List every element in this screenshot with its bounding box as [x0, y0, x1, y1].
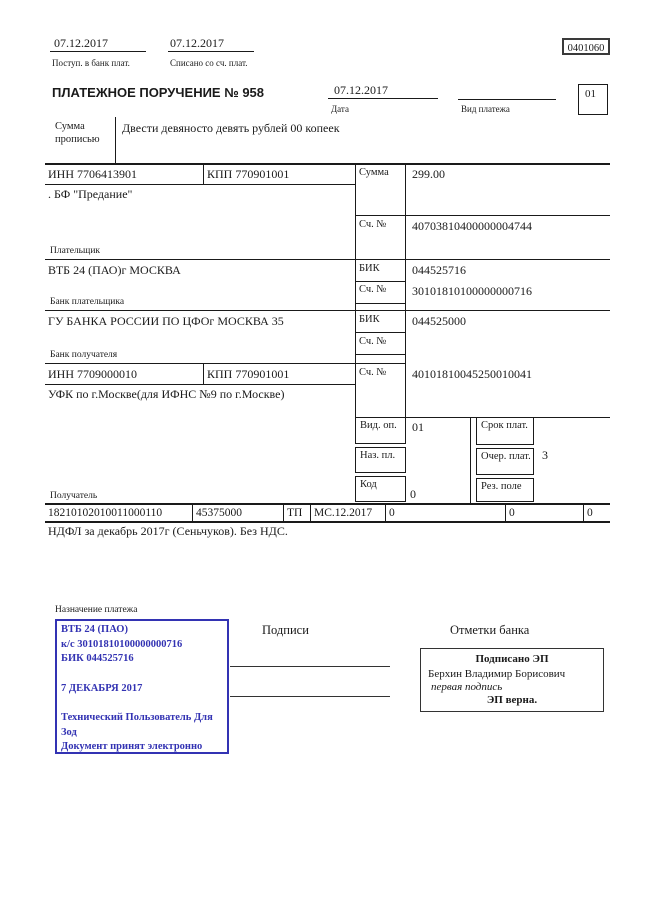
payer-inn: ИНН 7706413901 [48, 167, 137, 181]
table-border [45, 384, 355, 385]
payer-name: . БФ "Предание" [48, 187, 133, 201]
signature-line [230, 666, 390, 667]
table-border [203, 363, 204, 384]
table-border [355, 281, 405, 282]
payer-bank-section-label: Банк плательщика [50, 297, 125, 307]
payee-name: УФК по г.Москве(для ИФНС №9 по г.Москве) [48, 387, 285, 401]
table-border [283, 505, 284, 521]
amount-words-label: Сумма прописью [55, 121, 100, 145]
table-border [505, 505, 506, 521]
table-border [45, 363, 355, 364]
table-border [45, 163, 610, 165]
payer-bank-account-value: 30101810100000000716 [412, 284, 532, 298]
table-border [385, 505, 386, 521]
payment-purpose-code-label: Наз. пл. [355, 447, 406, 473]
payee-inn: ИНН 7709000010 [48, 367, 137, 381]
code-label: Код [355, 476, 406, 502]
payment-kind-label: Вид платежа [461, 104, 510, 114]
payer-bank-bik-value: 044525716 [412, 263, 466, 277]
payer-bank-bik-label: БИК [359, 263, 380, 274]
table-border [355, 354, 405, 355]
table-border [355, 332, 405, 333]
stamp-date: 7 ДЕКАБРЯ 2017 [61, 682, 143, 694]
payment-priority-value: 3 [542, 448, 548, 462]
payee-bank-section-label: Банк получателя [50, 350, 118, 360]
payment-priority-label: Очер. плат. [476, 448, 534, 475]
document-date: 07.12.2017 [328, 83, 438, 99]
table-border [583, 505, 584, 521]
table-border [45, 310, 610, 311]
table-border [203, 163, 204, 184]
table-border [192, 505, 193, 521]
operation-type-label: Вид. оп. [355, 417, 406, 444]
tax-field-doc-date: 0 [509, 507, 515, 519]
payee-account-label: Сч. № [359, 367, 387, 378]
tax-field-period: МС.12.2017 [314, 507, 373, 519]
table-border [45, 503, 610, 505]
table-border [45, 259, 610, 260]
date-label: Дата [331, 104, 349, 114]
stamp-accepted-note: Документ принят электронно [61, 741, 203, 752]
signature-line [230, 696, 390, 697]
payee-section-label: Получатель [50, 491, 98, 501]
bank-electronic-stamp [55, 619, 229, 754]
payer-section-label: Плательщик [50, 246, 101, 256]
table-border [310, 505, 311, 521]
stamp-corr-account: к/с 30101810100000000716 [61, 638, 183, 650]
received-date: 07.12.2017 [50, 36, 146, 52]
received-date-label: Поступ. в банк плат. [52, 58, 130, 68]
amount-value: 299.00 [412, 167, 445, 181]
status-code-box: 01 [578, 84, 608, 115]
tax-field-kbk: 18210102010011000110 [48, 507, 163, 519]
table-border [355, 363, 405, 364]
debited-date-label: Списано со сч. плат. [170, 58, 248, 68]
payee-bank-bik-label: БИК [359, 314, 380, 325]
payer-bank-name: ВТБ 24 (ПАО)г МОСКВА [48, 263, 181, 277]
payment-kind-field [458, 83, 556, 100]
tax-field-oktmo: 45375000 [196, 507, 242, 519]
table-border [355, 215, 610, 216]
payee-bank-bik-value: 044525000 [412, 314, 466, 328]
document-title: ПЛАТЕЖНОЕ ПОРУЧЕНИЕ № 958 [52, 85, 265, 100]
bank-marks-stamp [420, 648, 604, 712]
payer-account-value: 40703810400000004744 [412, 219, 532, 233]
amount-label: Сумма [359, 167, 389, 178]
stamp-bank-name: ВТБ 24 (ПАО) [61, 624, 128, 635]
payment-purpose-text: НДФЛ за декабрь 2017г (Сеньчуков). Без НДС. [48, 524, 288, 538]
payer-account-label: Сч. № [359, 219, 387, 230]
code-value: 0 [410, 487, 416, 501]
payee-bank-name: ГУ БАНКА РОССИИ ПО ЦФОг МОСКВА 35 [48, 314, 284, 328]
payer-bank-account-label: Сч. № [359, 284, 387, 295]
payee-account-value: 40101810045250010041 [412, 367, 532, 381]
payee-kpp: КПП 770901001 [207, 367, 290, 381]
tax-field-type: 0 [587, 507, 593, 519]
reserve-field-label: Рез. поле [476, 478, 534, 502]
debited-date: 07.12.2017 [168, 36, 254, 52]
amount-words-value: Двести девяносто девять рублей 00 копеек [122, 121, 340, 135]
tax-field-doc-number: 0 [389, 507, 395, 519]
bank-marks-heading: Отметки банка [450, 623, 530, 637]
stamp-bik: БИК 044525716 [61, 653, 134, 664]
tax-field-basis: ТП [287, 507, 303, 519]
table-border [470, 417, 471, 504]
ep-verified: ЭП верна. [486, 694, 538, 706]
table-border [355, 163, 356, 417]
amount-words-divider [115, 117, 116, 163]
signer-name: Берхин Владимир Борисович [428, 668, 566, 680]
table-border [45, 521, 610, 523]
payment-purpose-label: Назначение платежа [55, 605, 138, 615]
stamp-user: Технический Пользователь Для Зод [61, 712, 213, 738]
signature-kind: первая подпись [431, 681, 503, 693]
payee-bank-account-label: Сч. № [359, 336, 387, 347]
signed-ep-title: Подписано ЭП [475, 653, 549, 665]
table-border [45, 184, 355, 185]
table-border [405, 163, 406, 417]
form-code-box: 0401060 [562, 38, 610, 55]
payment-term-label: Срок плат. [476, 417, 534, 445]
payer-kpp: КПП 770901001 [207, 167, 290, 181]
signatures-heading: Подписи [262, 623, 309, 637]
table-border [355, 303, 405, 304]
operation-type-value: 01 [412, 420, 424, 434]
